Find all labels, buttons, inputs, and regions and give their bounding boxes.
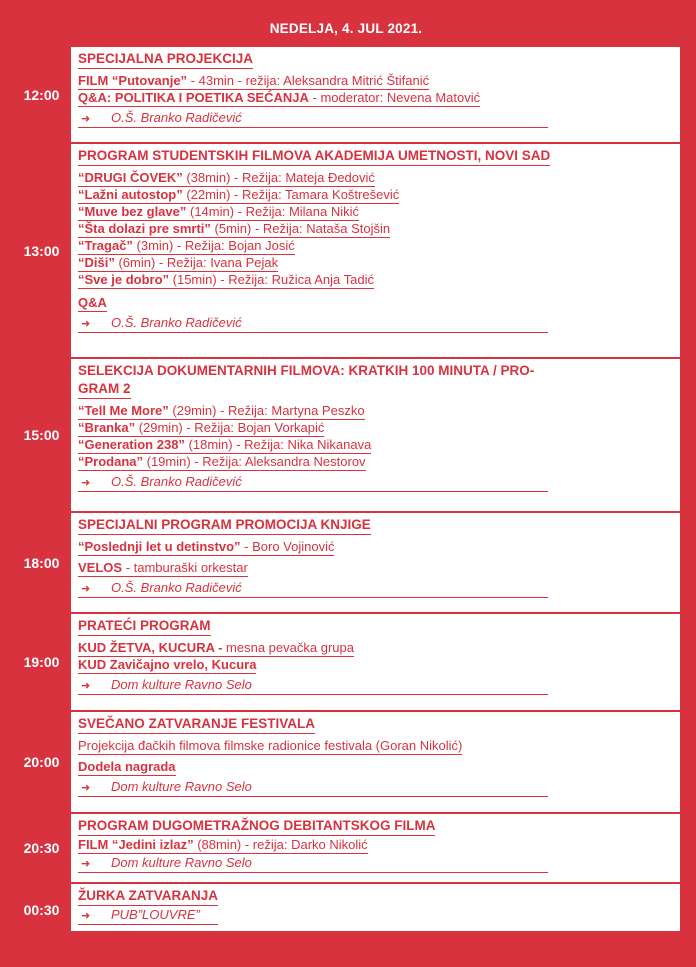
program-line: “Diši” (6min) - Režija: Ivana Pejak bbox=[78, 255, 279, 270]
arrow-right-icon: ➜ bbox=[81, 910, 91, 922]
program-line: “Branka” (29min) - Režija: Bojan Vorkapić bbox=[78, 420, 325, 435]
program-line: FILM “Jedini izlaz” (88min) - režija: Darko Nikolić bbox=[78, 837, 368, 852]
schedule-block-1800 bbox=[12, 511, 680, 612]
program-line: “Prodana” (19min) - Režija: Aleksandra Nestorov bbox=[78, 454, 366, 469]
program-line: “DRUGI ČOVEK” (38min) - Režija: Mateja Đedović bbox=[78, 170, 375, 185]
program-line: KUD Zavičajno vrelo, Kucura bbox=[78, 657, 257, 672]
block-content bbox=[71, 614, 680, 710]
venue-line: ➜ Dom kulture Ravno Selo bbox=[78, 855, 548, 873]
program-line: “Tell Me More” (29min) - Režija: Martyna Peszko bbox=[78, 403, 365, 418]
program-line: VELOS - tamburaški orkestar bbox=[78, 560, 248, 575]
venue-line: ➜ O.Š. Branko Radičević bbox=[78, 580, 548, 598]
program-line: “Muve bez glave” (14min) - Režija: Milana Nikić bbox=[78, 204, 360, 219]
time-label: 13:00 bbox=[12, 144, 71, 357]
schedule-page bbox=[10, 11, 682, 933]
venue-line: ➜ Dom kulture Ravno Selo bbox=[78, 677, 548, 695]
date-header: NEDELJA, 4. JUL 2021. bbox=[12, 13, 680, 45]
schedule-block-1500 bbox=[12, 357, 680, 511]
program-line: FILM “Putovanje” - 43min - režija: Aleksandra Mitrić Štifanić bbox=[78, 73, 430, 88]
block-content bbox=[71, 814, 680, 882]
program-title: PROGRAM DUGOMETRAŽNOG DEBITANTSKOG FILMA bbox=[78, 817, 435, 836]
program-title: SPECIJALNI PROGRAM PROMOCIJA KNJIGE bbox=[78, 516, 371, 535]
schedule-block-2030 bbox=[12, 812, 680, 882]
arrow-right-icon: ➜ bbox=[81, 477, 91, 489]
time-label: 15:00 bbox=[12, 359, 71, 511]
block-content bbox=[71, 513, 680, 612]
program-line: “Sve je dobro” (15min) - Režija: Ružica Anja Tadić bbox=[78, 272, 374, 287]
arrow-right-icon: ➜ bbox=[81, 680, 91, 692]
schedule-block-1300 bbox=[12, 142, 680, 357]
time-label: 18:00 bbox=[12, 513, 71, 612]
program-title-continued: GRAM 2 bbox=[78, 380, 131, 399]
block-content bbox=[71, 359, 680, 511]
time-label: 20:30 bbox=[12, 814, 71, 882]
arrow-right-icon: ➜ bbox=[81, 113, 91, 125]
time-label: 19:00 bbox=[12, 614, 71, 710]
program-title: ŽURKA ZATVARANJA bbox=[78, 887, 218, 906]
program-line: “Lažni autostop” (22min) - Režija: Tamara Koštrešević bbox=[78, 187, 400, 202]
program-title: PROGRAM STUDENTSKIH FILMOVA AKADEMIJA UMETNOSTI, NOVI SAD bbox=[78, 147, 550, 166]
arrow-right-icon: ➜ bbox=[81, 858, 91, 870]
schedule-block-2000 bbox=[12, 710, 680, 812]
arrow-right-icon: ➜ bbox=[81, 782, 91, 794]
schedule-block-0030 bbox=[12, 882, 680, 933]
program-line: “Generation 238” (18min) - Režija: Nika Nikanava bbox=[78, 437, 372, 452]
arrow-right-icon: ➜ bbox=[81, 318, 91, 330]
time-label: 00:30 bbox=[12, 884, 71, 933]
program-line: “Tragač” (3min) - Režija: Bojan Josić bbox=[78, 238, 295, 253]
program-line: Projekcija đačkih filmova filmske radionice festivala (Goran Nikolić) bbox=[78, 738, 463, 753]
venue-line: ➜ O.Š. Branko Radičević bbox=[78, 110, 548, 128]
program-title: PRATEĆI PROGRAM bbox=[78, 617, 211, 636]
time-label: 20:00 bbox=[12, 712, 71, 812]
block-content bbox=[71, 47, 680, 142]
block-content bbox=[71, 884, 680, 933]
venue-line: ➜ O.Š. Branko Radičević bbox=[78, 315, 548, 333]
venue-line: ➜ PUB”LOUVRE” bbox=[78, 907, 218, 925]
time-label: 12:00 bbox=[12, 47, 71, 142]
program-title: SELEKCIJA DOKUMENTARNIH FILMOVA: KRATKIH 100 MINUTA / PRO- bbox=[78, 363, 535, 378]
program-line: Q&A: POLITIKA I POETIKA SEĆANJA - moderator: Nevena Matović bbox=[78, 90, 481, 105]
program-line: KUD ŽETVA, KUCURA - mesna pevačka grupa bbox=[78, 640, 354, 655]
program-title: SPECIJALNA PROJEKCIJA bbox=[78, 50, 253, 69]
venue-line: ➜ Dom kulture Ravno Selo bbox=[78, 779, 548, 797]
schedule-block-1200 bbox=[12, 45, 680, 142]
program-line: Dodela nagrada bbox=[78, 759, 176, 774]
arrow-right-icon: ➜ bbox=[81, 583, 91, 595]
program-line: “Šta dolazi pre smrti” (5min) - Režija: Nataša Stojšin bbox=[78, 221, 391, 236]
program-line: “Poslednji let u detinstvo” - Boro Vojinović bbox=[78, 539, 335, 554]
block-content bbox=[71, 144, 680, 357]
venue-line: ➜ O.Š. Branko Radičević bbox=[78, 474, 548, 492]
program-line: Q&A bbox=[78, 295, 107, 310]
schedule-block-1900 bbox=[12, 612, 680, 710]
block-content bbox=[71, 712, 680, 812]
program-title: SVEČANO ZATVARANJE FESTIVALA bbox=[78, 715, 315, 734]
